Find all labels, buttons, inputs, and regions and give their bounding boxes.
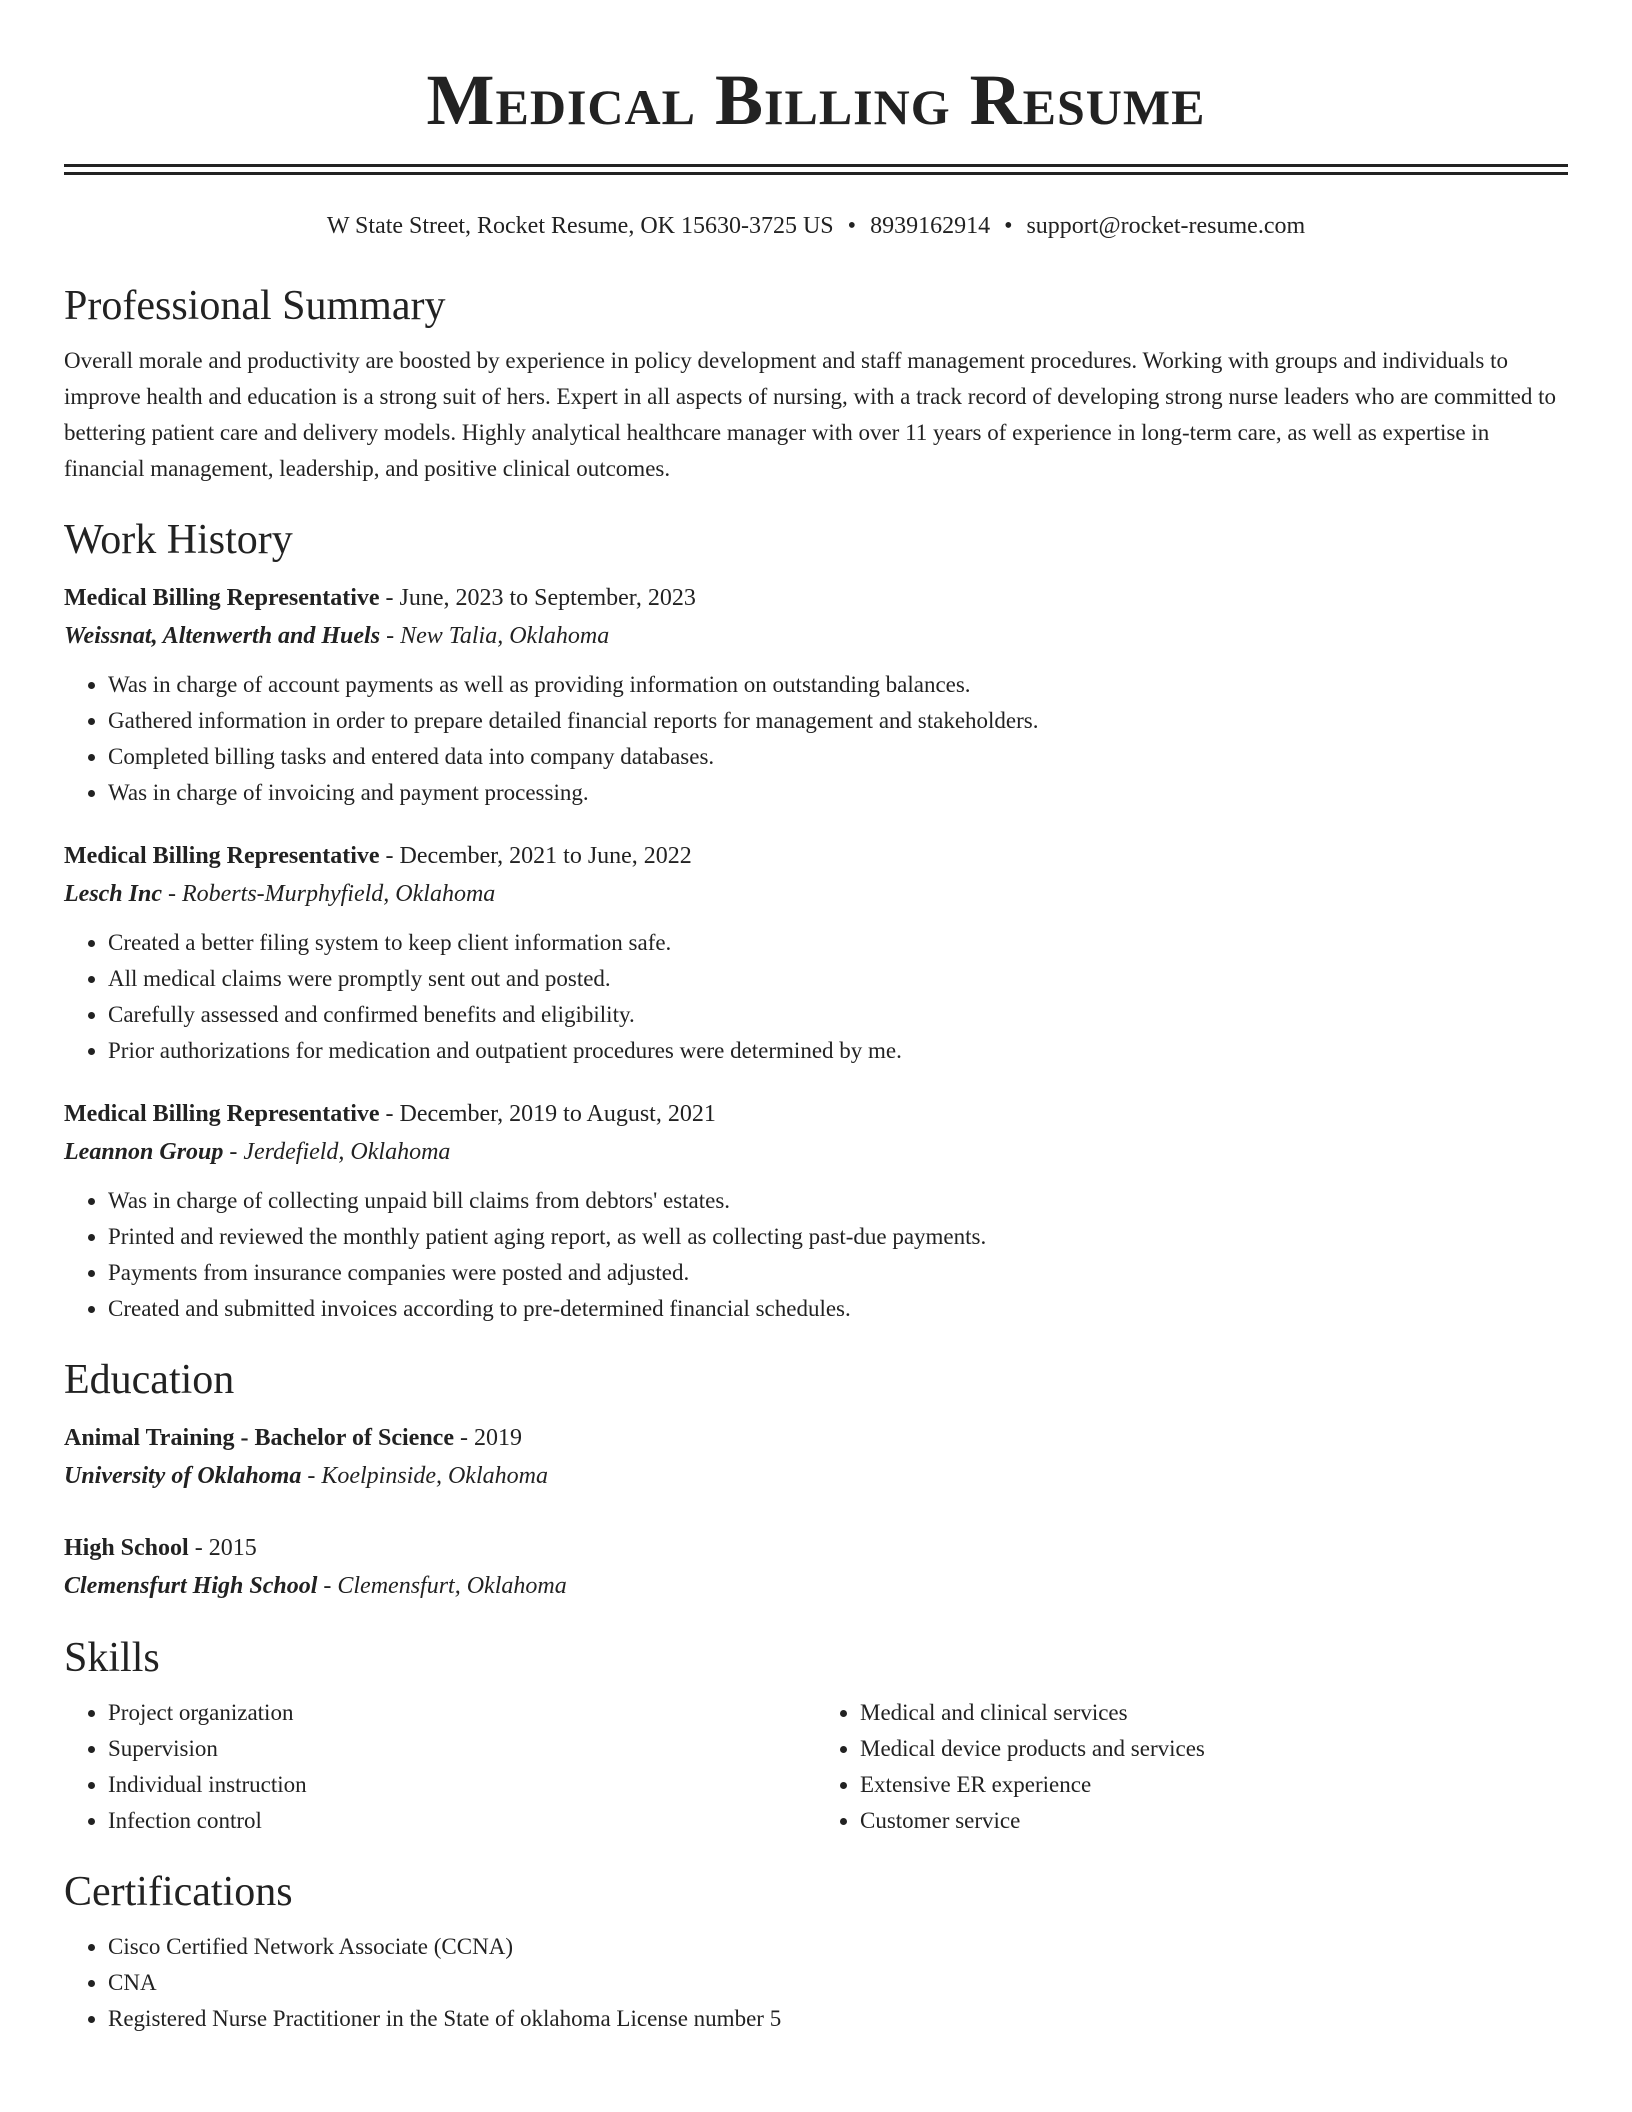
list-item: • Gathered information in order to prepare detailed financial reports for management and stakeholders. bbox=[108, 703, 1568, 739]
resume-title: Medical Billing Resume bbox=[426, 60, 1206, 140]
education-entry bbox=[64, 1419, 1568, 1495]
certifications-heading: Certifications bbox=[64, 1869, 293, 1915]
list-item: • Payments from insurance companies were posted and adjusted. bbox=[108, 1255, 1568, 1291]
job-title: Medical Billing Representative bbox=[64, 1101, 380, 1127]
list-item: • Extensive ER experience bbox=[860, 1767, 1568, 1803]
list-item: • Project organization bbox=[108, 1695, 816, 1731]
job-location: - Roberts-Murphyfield, Oklahoma bbox=[162, 881, 496, 907]
list-item: • Supervision bbox=[108, 1731, 816, 1767]
job-duties-list bbox=[64, 667, 1568, 811]
job-company: Lesch Inc bbox=[64, 881, 162, 907]
list-item: • Customer service bbox=[860, 1803, 1568, 1839]
graduation-year: - 2019 bbox=[454, 1425, 522, 1451]
work-history-heading: Work History bbox=[64, 517, 293, 563]
degree-line bbox=[64, 1419, 1568, 1457]
job-location: - Jerdefield, Oklahoma bbox=[223, 1139, 451, 1165]
school-line bbox=[64, 1567, 1568, 1605]
title-divider-top bbox=[64, 164, 1568, 167]
certifications-section bbox=[64, 1929, 1568, 2037]
list-item: • Was in charge of invoicing and payment processing. bbox=[108, 775, 1568, 811]
list-item: • Infection control bbox=[108, 1803, 816, 1839]
school-location: - Clemensfurt, Oklahoma bbox=[317, 1573, 567, 1599]
job-duties-list bbox=[64, 925, 1568, 1069]
job-title-line bbox=[64, 837, 1568, 875]
job-entry bbox=[64, 837, 1568, 1069]
job-title-line bbox=[64, 1095, 1568, 1133]
list-item: • Prior authorizations for medication and outpatient procedures were determined by me. bbox=[108, 1033, 1568, 1069]
list-item: • Carefully assessed and confirmed benefits and eligibility. bbox=[108, 997, 1568, 1033]
contact-email[interactable]: support@rocket-resume.com bbox=[1026, 213, 1306, 239]
job-dates: - December, 2021 to June, 2022 bbox=[379, 843, 692, 869]
skills-list-left bbox=[64, 1695, 816, 1839]
summary-text: Overall morale and productivity are boosted by experience in policy development and staff management procedures. Working with groups and individuals to improve health and education is a strong suit of hers. Expert in all aspects of nursing, with a track record of developing strong nurse leaders who are committed to bettering patient care and delivery models. Highly analytical healthcare manager with over 11 years of experience in long-term care, as well as expertise in financial management, leadership, and positive clinical outcomes. bbox=[64, 348, 1557, 481]
list-item: • Individual instruction bbox=[108, 1767, 816, 1803]
education-heading: Education bbox=[64, 1357, 235, 1403]
degree-line bbox=[64, 1529, 1568, 1567]
skills-heading: Skills bbox=[64, 1635, 160, 1681]
school-line bbox=[64, 1457, 1568, 1495]
job-company-line bbox=[64, 617, 1568, 655]
degree: High School bbox=[64, 1535, 189, 1561]
job-dates: - December, 2019 to August, 2021 bbox=[379, 1101, 716, 1127]
list-item: • Was in charge of account payments as well as providing information on outstanding balances. bbox=[108, 667, 1568, 703]
title-divider-bottom bbox=[64, 172, 1568, 175]
school-location: - Koelpinside, Oklahoma bbox=[301, 1463, 548, 1489]
job-duties-list bbox=[64, 1183, 1568, 1327]
resume-page bbox=[64, 0, 1568, 2037]
list-item: • CNA bbox=[108, 1965, 1568, 2001]
list-item: • Created and submitted invoices according to pre-determined financial schedules. bbox=[108, 1291, 1568, 1327]
job-company-line bbox=[64, 875, 1568, 913]
school-name: University of Oklahoma bbox=[64, 1463, 302, 1489]
contact-separator: • bbox=[847, 213, 857, 239]
job-entry bbox=[64, 1095, 1568, 1327]
job-company: Leannon Group bbox=[64, 1139, 224, 1165]
job-company-line bbox=[64, 1133, 1568, 1171]
list-item: • Printed and reviewed the monthly patient aging report, as well as collecting past-due payments. bbox=[108, 1219, 1568, 1255]
list-item: • Completed billing tasks and entered data into company databases. bbox=[108, 739, 1568, 775]
school-name: Clemensfurt High School bbox=[64, 1573, 318, 1599]
skills-list-right bbox=[816, 1695, 1568, 1839]
list-item: • Medical and clinical services bbox=[860, 1695, 1568, 1731]
contact-address: W State Street, Rocket Resume, OK 15630-3725 US bbox=[326, 213, 834, 239]
job-title: Medical Billing Representative bbox=[64, 843, 380, 869]
list-item: • Medical device products and services bbox=[860, 1731, 1568, 1767]
certifications-list bbox=[64, 1929, 1568, 2037]
job-entry bbox=[64, 579, 1568, 811]
list-item: • Created a better filing system to keep client information safe. bbox=[108, 925, 1568, 961]
job-location: - New Talia, Oklahoma bbox=[380, 623, 610, 649]
job-title: Medical Billing Representative bbox=[64, 585, 380, 611]
list-item: • Cisco Certified Network Associate (CCNA) bbox=[108, 1929, 1568, 1965]
graduation-year: - 2015 bbox=[188, 1535, 257, 1561]
list-item: • Was in charge of collecting unpaid bill claims from debtors' estates. bbox=[108, 1183, 1568, 1219]
job-dates: - June, 2023 to September, 2023 bbox=[379, 585, 696, 611]
list-item: • All medical claims were promptly sent out and posted. bbox=[108, 961, 1568, 997]
list-item: • Registered Nurse Practitioner in the State of oklahoma License number 5 bbox=[108, 2001, 1568, 2037]
contact-line bbox=[64, 211, 1568, 241]
contact-separator: • bbox=[1004, 213, 1013, 239]
degree: Animal Training - Bachelor of Science bbox=[64, 1425, 454, 1451]
contact-phone: 8939162914 bbox=[870, 213, 991, 239]
education-entry bbox=[64, 1529, 1568, 1605]
summary-heading: Professional Summary bbox=[64, 283, 446, 329]
job-company: Weissnat, Altenwerth and Huels bbox=[64, 623, 381, 649]
skills-columns bbox=[64, 1695, 1568, 1839]
job-title-line bbox=[64, 579, 1568, 617]
